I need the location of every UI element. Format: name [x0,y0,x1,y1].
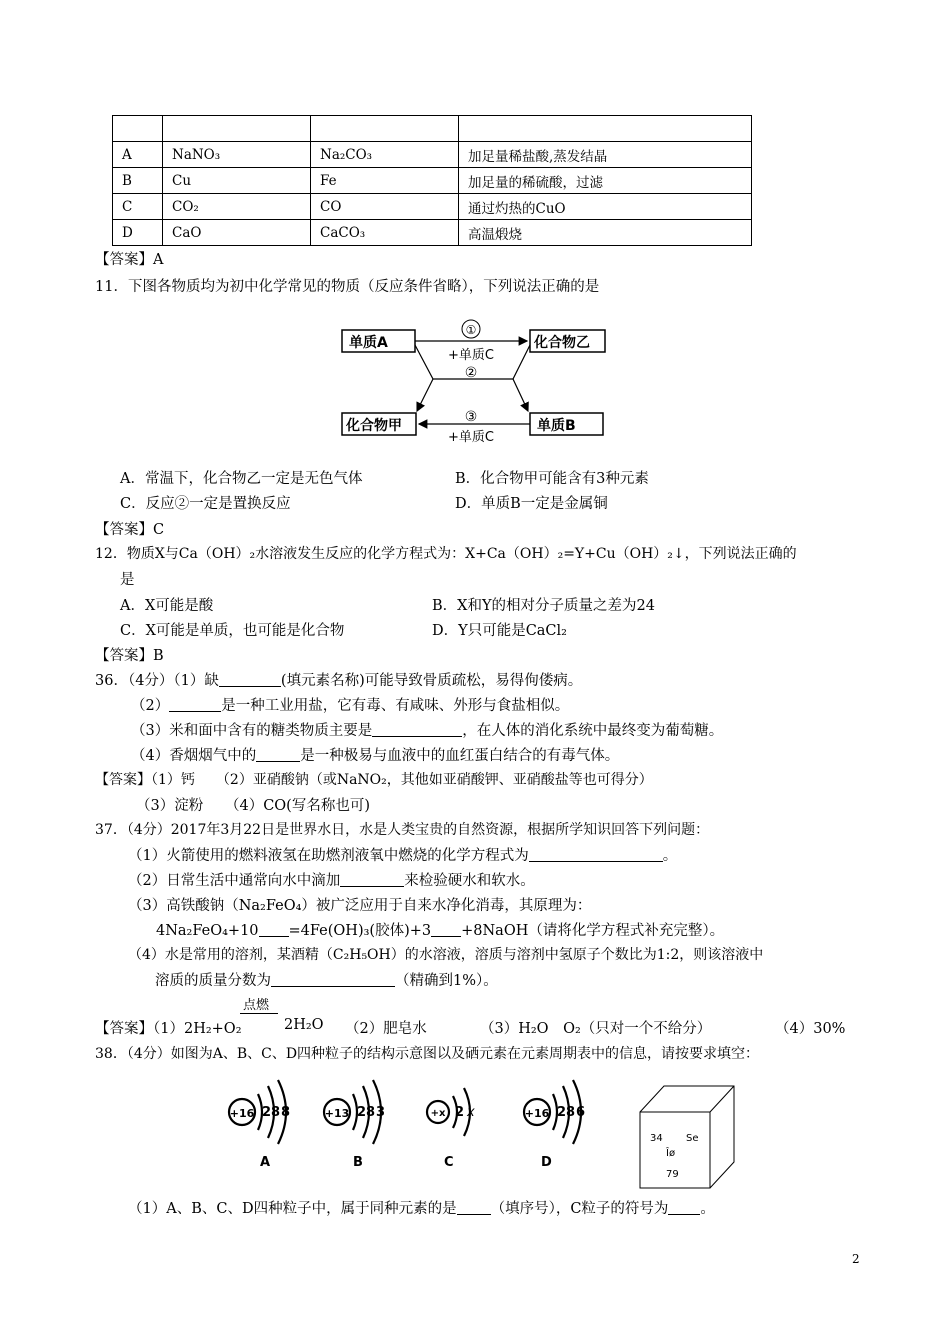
q37-answer-d: （3）H₂O O₂（只对一个不给分） [480,1021,712,1037]
svg-text:34: 34 [650,1133,663,1144]
answer-blank [169,697,221,712]
q11-option-c: C．反应②一定是置换反应 [120,496,291,512]
q37-answer-b: 2H₂O [284,1017,324,1033]
answer-blank [271,972,395,987]
reaction-arrow-line [240,1013,278,1014]
q37-answer-c: （2）肥皂水 [345,1021,427,1037]
q37-answer-a: 【答案】（1）2H₂+O₂ [95,1021,242,1037]
q37-line-3: （3）高铁酸钠（Na₂FeO₄）被广泛应用于自来水净化消毒，其原理为： [128,898,592,914]
atom-a [229,1080,290,1170]
atom-b [324,1080,385,1170]
reaction-diagram [335,315,615,447]
q36-line-2: （2） 是一种工业用盐，它有毒、有咸味、外形与食盐相似。 [131,698,570,714]
answer-blank [372,722,462,737]
q11-stem: 11．下图各物质均为初中化学常见的物质（反应条件省略），下列说法正确的是 [95,279,600,295]
answer-blank [529,847,663,862]
q36-line-1: 36．（4分）（1）缺 (填元素名称)可能导致骨质疏松，易得佝偻病。 [95,673,583,689]
svg-text:B: B [353,1155,363,1170]
svg-text:6: 6 [576,1105,586,1120]
q37-equation: 4Na₂FeO₄+10 =4Fe(OH)₃(胶体)+3 +8NaOH（请将化学方程式补充完整）。 [156,923,725,939]
q12-option-a: A．X可能是酸 [120,598,214,614]
svg-text:Îø: Îø [666,1148,676,1159]
svg-text:2: 2 [557,1105,567,1120]
q36-line-4: （4）香烟烟气中的 是一种极易与血液中的血红蛋白结合的有毒气体。 [131,748,620,764]
arrow-2-out-right [513,379,528,411]
page-number: 2 [852,1252,860,1266]
svg-text:C: C [444,1155,454,1170]
svg-text:8: 8 [271,1105,281,1120]
answer-blank [259,922,289,937]
answer-blank [668,1200,700,1215]
arrow-2-out-left [417,379,433,411]
q11-answer: 【答案】C [95,522,165,538]
table-row: B Cu Fe 加足量的稀硫酸，过滤 [113,168,752,194]
answer-blank [340,872,404,887]
q12-option-c: C．X可能是单质，也可能是化合物 [120,623,345,639]
q37-line-5: （4）水是常用的溶剂，某酒精（C₂H₅OH）的水溶液，溶质与溶剂中氢原子个数比为1:2，则该溶液中 [128,947,764,963]
svg-text:+16: +16 [524,1107,550,1120]
svg-text:2: 2 [357,1105,367,1120]
answer-blank [256,747,300,762]
options-table [112,115,752,246]
q38-line-1: （1）A、B、C、D四种粒子中，属于同种元素的是 （填序号），C粒子的符号为 。 [128,1201,715,1217]
q37-stem: 37．（4分）2017年3月22日是世界水日，水是人类宝贵的自然资源，根据所学知识回答下列问题： [95,822,710,838]
q36-line-3: （3）米和面中含有的糖类物质主要是 ，在人体的消化系统中最终变为葡萄糖。 [131,723,724,739]
svg-text:A: A [260,1155,271,1170]
q10-answer: 【答案】A [95,252,164,268]
plus-c-1: +单质C [448,348,494,363]
svg-text:D: D [541,1155,552,1170]
svg-text:+16: +16 [229,1107,255,1120]
svg-text:2: 2 [455,1105,465,1120]
atom-d [524,1080,585,1170]
condition-ignite: 点燃 [243,998,270,1013]
q12-option-d: D．Y只可能是CaCl₂ [432,623,567,639]
q11-option-a: A．常温下，化合物乙一定是无色气体 [120,471,363,487]
answer-blank [431,922,461,937]
q37-line-1: （1）火箭使用的燃料液氢在助燃剂液氧中燃烧的化学方程式为 。 [128,848,678,864]
q37-answer-e: （4）30% [775,1021,846,1037]
atom-c [427,1088,475,1170]
svg-text:x: x [467,1105,475,1120]
svg-text:8: 8 [366,1105,376,1120]
reaction-1-label: ① [465,323,477,337]
reaction-2-label: ② [464,365,478,381]
selenium-periodic-cell [640,1086,734,1188]
svg-text:3: 3 [376,1105,386,1120]
table-row [113,116,752,142]
box-c-label: 化合物甲 [346,418,402,434]
q12-stem-cont: 是 [120,572,135,588]
q12-option-b: B．X和Y的相对分子质量之差为24 [432,598,656,614]
svg-text:+x: +x [430,1108,446,1119]
svg-text:+13: +13 [324,1107,350,1120]
q36-answer-1: 【答案】（1）钙 （2）亚硝酸钠（或NaNO₂，其他如亚硝酸钾、亚硝酸盐等也可得分） [95,772,653,788]
q11-option-d: D．单质B一定是金属铜 [455,496,608,512]
q12-stem: 12．物质X与Ca（OH）₂水溶液发生反应的化学方程式为：X+Ca（OH）₂=Y+Cu（OH）₂↓，下列说法正确的 [95,546,797,562]
svg-text:79: 79 [666,1169,679,1180]
svg-text:8: 8 [566,1105,576,1120]
reaction-3-label: ③ [464,409,478,425]
answer-blank [219,672,281,687]
q37-line-2: （2）日常生活中通常向水中滴加 来检验硬水和软水。 [128,873,535,889]
box-d-label: 单质B [537,418,576,434]
q38-stem: 38．（4分）如图为A、B、C、D四种粒子的结构示意图以及硒元素在元素周期表中的信息，请按要求填空： [95,1046,760,1062]
q11-option-b: B．化合物甲可能含有3种元素 [455,471,649,487]
svg-text:8: 8 [281,1105,291,1120]
table-row: D CaO CaCO₃ 高温煅烧 [113,220,752,246]
svg-text:2: 2 [262,1105,272,1120]
answer-blank [457,1200,491,1215]
q37-line-6: 溶质的质量分数为 （精确到1%）。 [155,973,498,989]
plus-c-3: +单质C [448,430,494,445]
q36-answer-2: （3）淀粉 （4）CO(写名称也可) [136,798,370,814]
box-b-label: 化合物乙 [534,335,590,351]
table-row: A NaNO₃ Na₂CO₃ 加足量稀盐酸,蒸发结晶 [113,142,752,168]
table-row: C CO₂ CO 通过灼热的CuO [113,194,752,220]
box-a-label: 单质A [349,335,388,351]
atom-structure-diagrams [220,1078,740,1190]
svg-text:Se: Se [686,1133,699,1144]
q12-answer: 【答案】B [95,648,164,664]
